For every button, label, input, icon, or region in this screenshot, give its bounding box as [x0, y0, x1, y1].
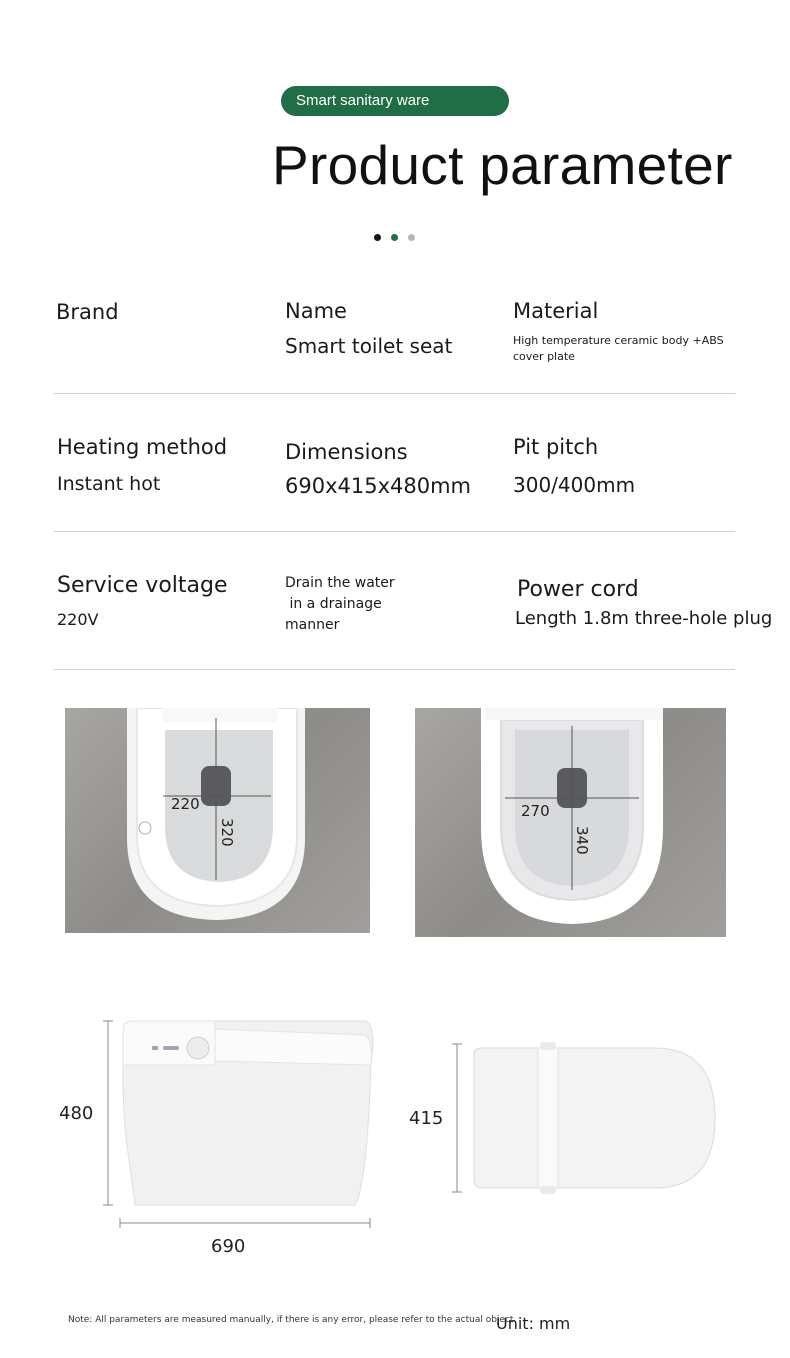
param-label: Name — [285, 299, 347, 323]
toilet-bowl-illustration — [415, 708, 726, 937]
category-badge: Smart sanitary ware — [281, 86, 509, 116]
bowl-width-label: 270 — [521, 802, 550, 820]
page-title: Product parameter — [272, 134, 733, 196]
bowl-depth-label: 340 — [573, 826, 591, 855]
width-measure-label: 415 — [409, 1108, 444, 1129]
drain-line-3: manner — [285, 617, 340, 633]
param-name — [285, 299, 452, 358]
param-value: Length 1.8m three-hole plug — [515, 608, 773, 629]
param-voltage — [57, 573, 228, 629]
drain-line-2: in a drainage — [285, 596, 382, 612]
height-measure-label: 480 — [59, 1103, 94, 1124]
toilet-top-view — [440, 1040, 730, 1200]
param-brand — [56, 300, 119, 324]
param-label: Pit pitch — [513, 435, 599, 459]
param-label: Power cord — [517, 577, 639, 602]
param-heating — [57, 435, 227, 495]
param-dimensions — [285, 440, 471, 498]
param-label: Material — [513, 299, 599, 323]
pager-dot-1 — [374, 234, 381, 241]
drain-line-1: Drain the water — [285, 575, 395, 591]
param-drain — [285, 573, 405, 636]
unit-label: Unit: mm — [496, 1314, 571, 1333]
param-pit-pitch — [513, 435, 635, 497]
param-value: High temperature ceramic body +ABS cover plate — [513, 334, 724, 363]
param-value: 220V — [57, 610, 99, 629]
row-divider — [54, 669, 735, 670]
pager-dot-3 — [408, 234, 415, 241]
toilet-side-view — [95, 1015, 395, 1235]
row-divider — [54, 531, 735, 532]
param-value: Instant hot — [57, 473, 161, 495]
param-label: Heating method — [57, 435, 228, 459]
bowl-width-label: 220 — [171, 795, 200, 813]
param-value: 300/400mm — [513, 473, 636, 497]
param-value: Smart toilet seat — [285, 334, 453, 358]
bowl-depth-label: 320 — [218, 818, 236, 847]
param-power-cord — [517, 577, 772, 629]
param-material — [513, 299, 745, 365]
toilet-top-photo-right — [415, 708, 726, 937]
row-divider — [54, 393, 735, 394]
param-label: Dimensions — [285, 440, 408, 464]
toilet-top-photo-left — [65, 708, 370, 933]
measurement-note: Note: All parameters are measured manually, if there is any error, please refer to the actual object. — [68, 1315, 517, 1325]
pager-dots — [374, 234, 415, 241]
param-value: 690x415x480mm — [285, 474, 472, 498]
pager-dot-2 — [391, 234, 398, 241]
param-label: Service voltage — [57, 573, 228, 598]
length-measure-label: 690 — [211, 1236, 246, 1257]
param-label: Brand — [56, 300, 119, 324]
